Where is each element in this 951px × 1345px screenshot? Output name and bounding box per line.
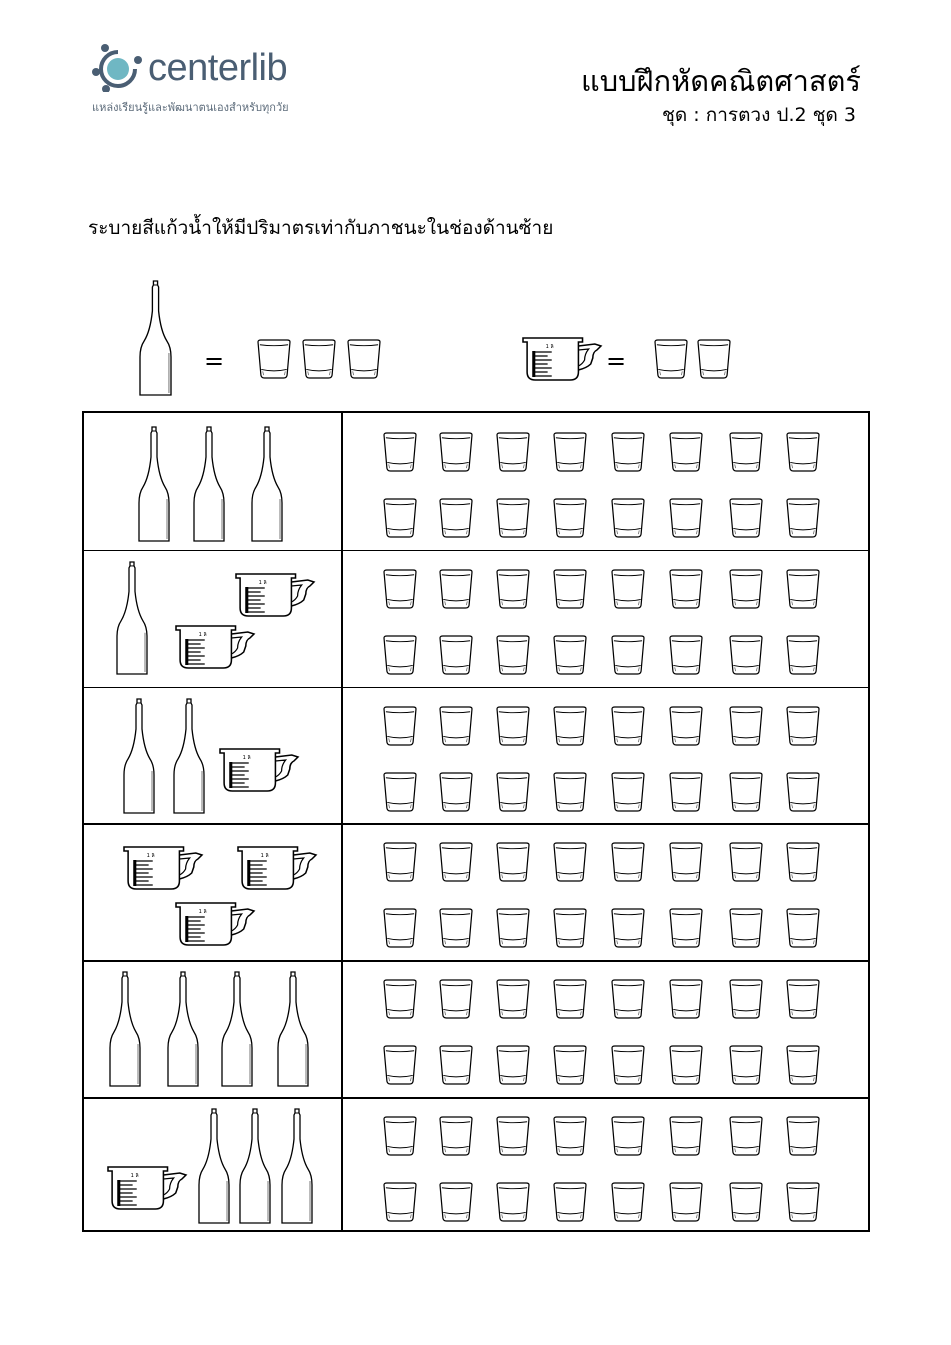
bottle-icon: [194, 427, 224, 541]
bottle-icon: [168, 972, 198, 1086]
glass-icon[interactable]: [497, 1183, 529, 1221]
glass-icon[interactable]: [440, 433, 472, 471]
glass-icon[interactable]: [730, 773, 762, 811]
glass-icon[interactable]: [612, 570, 644, 608]
glass-icon[interactable]: [440, 773, 472, 811]
glass-icon[interactable]: [497, 707, 529, 745]
bottle-icon: [199, 1109, 229, 1223]
glass-icon[interactable]: [554, 843, 586, 881]
glass-icon[interactable]: [730, 570, 762, 608]
glass-icon[interactable]: [440, 707, 472, 745]
glass-icon[interactable]: [612, 1117, 644, 1155]
glass-icon[interactable]: [730, 1117, 762, 1155]
glass-icon[interactable]: [384, 707, 416, 745]
glass-icon: [258, 340, 290, 378]
glass-icon[interactable]: [787, 773, 819, 811]
measuring-pitcher-icon: [220, 747, 298, 793]
bottle-icon: [140, 281, 171, 395]
row-divider: [84, 823, 868, 825]
glass-icon[interactable]: [730, 843, 762, 881]
logo-wordmark: centerlib: [148, 47, 288, 89]
instruction-text: ระบายสีแก้วน้ำให้มีปริมาตรเท่ากับภาชนะในช่องด้านซ้าย: [88, 217, 554, 239]
glass-icon[interactable]: [497, 433, 529, 471]
glass-icon[interactable]: [730, 636, 762, 674]
measuring-pitcher-icon: [523, 336, 601, 382]
glass-icon[interactable]: [384, 1183, 416, 1221]
glass-icon[interactable]: [384, 773, 416, 811]
bottle-icon: [282, 1109, 312, 1223]
glass-icon[interactable]: [384, 980, 416, 1018]
logo-tagline: แหล่งเรียนรู้และพัฒนาตนเองสำหรับทุกวัย: [92, 101, 289, 114]
glass-icon[interactable]: [670, 1046, 702, 1084]
glass-icon[interactable]: [612, 499, 644, 537]
glass-icon[interactable]: [440, 636, 472, 674]
glass-icon[interactable]: [554, 773, 586, 811]
glass-icon: [698, 340, 730, 378]
glass-icon[interactable]: [670, 843, 702, 881]
glass-icon[interactable]: [787, 707, 819, 745]
glass-icon[interactable]: [787, 433, 819, 471]
glass-icon[interactable]: [384, 909, 416, 947]
glass-icon[interactable]: [497, 1046, 529, 1084]
glass-icon[interactable]: [787, 1117, 819, 1155]
worksheet-subtitle: ชุด : การตวง ป.2 ชุด 3: [661, 104, 856, 126]
column-divider: [341, 413, 343, 1230]
glass-icon[interactable]: [497, 636, 529, 674]
glass-icon[interactable]: [384, 843, 416, 881]
centerlib-logo: [92, 42, 352, 122]
glass-icon[interactable]: [384, 1046, 416, 1084]
glass-icon[interactable]: [554, 570, 586, 608]
glass-icon[interactable]: [787, 1046, 819, 1084]
glass-icon[interactable]: [670, 433, 702, 471]
glass-icon[interactable]: [612, 1183, 644, 1221]
glass-icon[interactable]: [670, 909, 702, 947]
measuring-pitcher-icon: [236, 572, 314, 618]
glass-icon[interactable]: [787, 843, 819, 881]
glass-icon[interactable]: [670, 499, 702, 537]
glass-icon[interactable]: [384, 570, 416, 608]
glass-icon[interactable]: [612, 636, 644, 674]
measuring-pitcher-icon: [176, 901, 254, 947]
glass-icon[interactable]: [670, 707, 702, 745]
glass-icon[interactable]: [787, 499, 819, 537]
equals-sign: =: [204, 347, 225, 375]
row-divider: [84, 687, 868, 689]
bottle-icon: [110, 972, 140, 1086]
bottle-icon: [139, 427, 169, 541]
glass-icon[interactable]: [497, 980, 529, 1018]
glass-icon[interactable]: [440, 909, 472, 947]
measuring-pitcher-icon: [176, 624, 254, 670]
bottle-icon: [252, 427, 282, 541]
glass-icon[interactable]: [440, 570, 472, 608]
exercise-table: [82, 411, 870, 1232]
glass-icon[interactable]: [554, 980, 586, 1018]
glass-icon[interactable]: [497, 773, 529, 811]
bottle-icon: [174, 699, 204, 813]
glass-icon: [348, 340, 380, 378]
row-divider: [84, 550, 868, 552]
glass-icon[interactable]: [612, 980, 644, 1018]
glass-icon[interactable]: [384, 1117, 416, 1155]
glass-icon[interactable]: [670, 1117, 702, 1155]
glass-icon[interactable]: [554, 1117, 586, 1155]
glass-icon[interactable]: [384, 433, 416, 471]
equals-sign: =: [606, 347, 627, 375]
glass-icon[interactable]: [787, 570, 819, 608]
bottle-icon: [117, 562, 147, 674]
bottle-icon: [222, 972, 252, 1086]
glass-icon[interactable]: [670, 980, 702, 1018]
glass-icon[interactable]: [787, 1183, 819, 1221]
glass-icon[interactable]: [670, 773, 702, 811]
glass-icon[interactable]: [440, 499, 472, 537]
glass-icon[interactable]: [554, 1183, 586, 1221]
measuring-pitcher-icon: [124, 845, 202, 891]
glass-icon[interactable]: [670, 1183, 702, 1221]
glass-icon[interactable]: [497, 499, 529, 537]
glass-icon[interactable]: [612, 1046, 644, 1084]
glass-icon[interactable]: [730, 909, 762, 947]
glass-icon[interactable]: [612, 707, 644, 745]
glass-icon[interactable]: [612, 909, 644, 947]
glass-icon: [655, 340, 687, 378]
glass-icon[interactable]: [670, 636, 702, 674]
glass-icon[interactable]: [554, 433, 586, 471]
glass-icon[interactable]: [730, 1183, 762, 1221]
bottle-icon: [240, 1109, 270, 1223]
measuring-pitcher-icon: [238, 845, 316, 891]
glass-icon[interactable]: [730, 433, 762, 471]
glass-icon[interactable]: [787, 636, 819, 674]
glass-icon[interactable]: [730, 1046, 762, 1084]
glass-icon[interactable]: [787, 980, 819, 1018]
glass-icon[interactable]: [384, 636, 416, 674]
glass-icon: [303, 340, 335, 378]
bottle-icon: [278, 972, 308, 1086]
glass-icon[interactable]: [497, 909, 529, 947]
bottle-icon: [124, 699, 154, 813]
glass-icon[interactable]: [612, 843, 644, 881]
glass-icon[interactable]: [730, 707, 762, 745]
glass-icon[interactable]: [440, 980, 472, 1018]
glass-icon[interactable]: [670, 570, 702, 608]
glass-icon[interactable]: [440, 843, 472, 881]
row-divider: [84, 1097, 868, 1099]
glass-icon[interactable]: [497, 843, 529, 881]
glass-icon[interactable]: [554, 636, 586, 674]
glass-icon[interactable]: [554, 909, 586, 947]
glass-icon[interactable]: [384, 499, 416, 537]
worksheet-title: แบบฝึกหัดคณิตศาสตร์: [581, 64, 861, 98]
glass-icon[interactable]: [730, 980, 762, 1018]
glass-icon[interactable]: [440, 1183, 472, 1221]
molecule-logo-icon: [92, 42, 144, 92]
glass-icon[interactable]: [554, 499, 586, 537]
glass-icon[interactable]: [787, 909, 819, 947]
row-divider: [84, 960, 868, 962]
glass-icon[interactable]: [554, 1046, 586, 1084]
measuring-pitcher-icon: [108, 1165, 186, 1211]
glass-icon[interactable]: [730, 499, 762, 537]
glass-icon[interactable]: [612, 433, 644, 471]
glass-icon[interactable]: [440, 1117, 472, 1155]
glass-icon[interactable]: [440, 1046, 472, 1084]
glass-icon[interactable]: [612, 773, 644, 811]
glass-icon[interactable]: [497, 1117, 529, 1155]
glass-icon[interactable]: [497, 570, 529, 608]
glass-icon[interactable]: [554, 707, 586, 745]
